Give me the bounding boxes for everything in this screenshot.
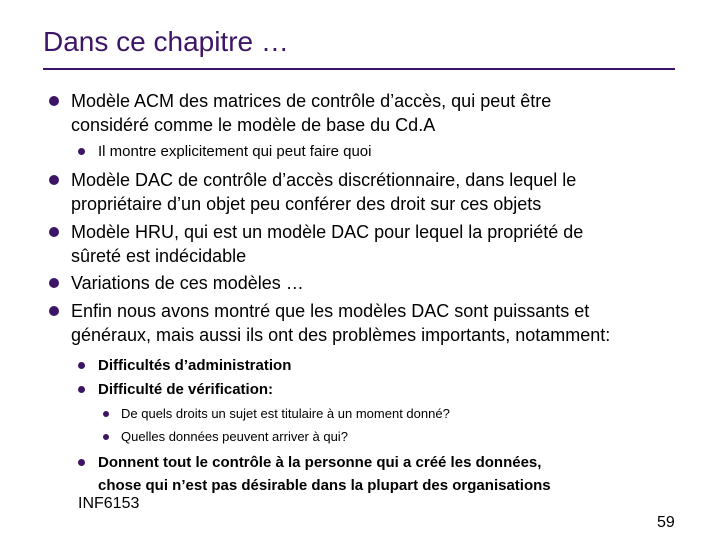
bullet-icon: [78, 148, 85, 155]
sub-bullet-item: [98, 378, 273, 401]
sub-bullet-item: [98, 451, 551, 497]
bullet-text-line: généraux, mais aussi ils ont des problèmes importants, notamment:: [71, 325, 611, 345]
bullet-item-dac: [71, 168, 576, 216]
bullet-text-line: sûreté est indécidable: [71, 246, 247, 266]
bullet-text-line: Modèle ACM des matrices de contrôle d’accès, qui peut être: [71, 91, 552, 111]
sub-sub-bullet-item: [121, 404, 450, 424]
sub-sub-bullet-item: [121, 427, 348, 447]
bullet-icon: [103, 434, 109, 440]
bullet-item-hru: [71, 220, 583, 268]
bullet-icon: [78, 459, 85, 466]
bullet-text-line: chose qui n’est pas désirable dans la plupart des organisations: [98, 477, 551, 494]
bullet-icon: [103, 411, 109, 417]
bullet-text-line: Difficultés d’administration: [98, 357, 292, 374]
page-number: 59: [657, 514, 675, 531]
bullet-text-line: considéré comme le modèle de base du Cd.A: [71, 115, 436, 135]
bullet-text-line: Il montre explicitement qui peut faire quoi: [98, 143, 372, 160]
title-underline: [43, 68, 675, 70]
bullet-text-line: De quels droits un sujet est titulaire à un moment donné?: [121, 406, 450, 421]
bullet-text-line: Difficulté de vérification:: [98, 381, 274, 398]
bullet-icon: [49, 175, 59, 185]
bullet-item-acm: [71, 89, 551, 137]
bullet-icon: [78, 362, 85, 369]
bullet-icon: [49, 96, 59, 106]
bullet-text-line: Variations de ces modèles …: [71, 273, 304, 293]
bullet-text-line: Donnent tout le contrôle à la personne qui a créé les données,: [98, 454, 542, 471]
bullet-icon: [49, 306, 59, 316]
sub-bullet-item: [98, 354, 291, 377]
bullet-text-line: Modèle HRU, qui est un modèle DAC pour lequel la propriété de: [71, 222, 584, 242]
slide-title: Dans ce chapitre …: [43, 26, 289, 57]
bullet-icon: [49, 227, 59, 237]
footer-course-code: INF6153: [78, 495, 140, 512]
sub-bullet-item: [98, 140, 371, 163]
bullet-item-variations: [71, 271, 304, 295]
bullet-text-line: Quelles données peuvent arriver à qui?: [121, 429, 348, 444]
bullet-text-line: propriétaire d’un objet peu conférer des droit sur ces objets: [71, 194, 542, 214]
bullet-text-line: Enfin nous avons montré que les modèles DAC sont puissants et: [71, 301, 590, 321]
bullet-item-conclusion: [71, 299, 610, 347]
bullet-icon: [78, 386, 85, 393]
bullet-icon: [49, 278, 59, 288]
bullet-text-line: Modèle DAC de contrôle d’accès discrétionnaire, dans lequel le: [71, 170, 577, 190]
